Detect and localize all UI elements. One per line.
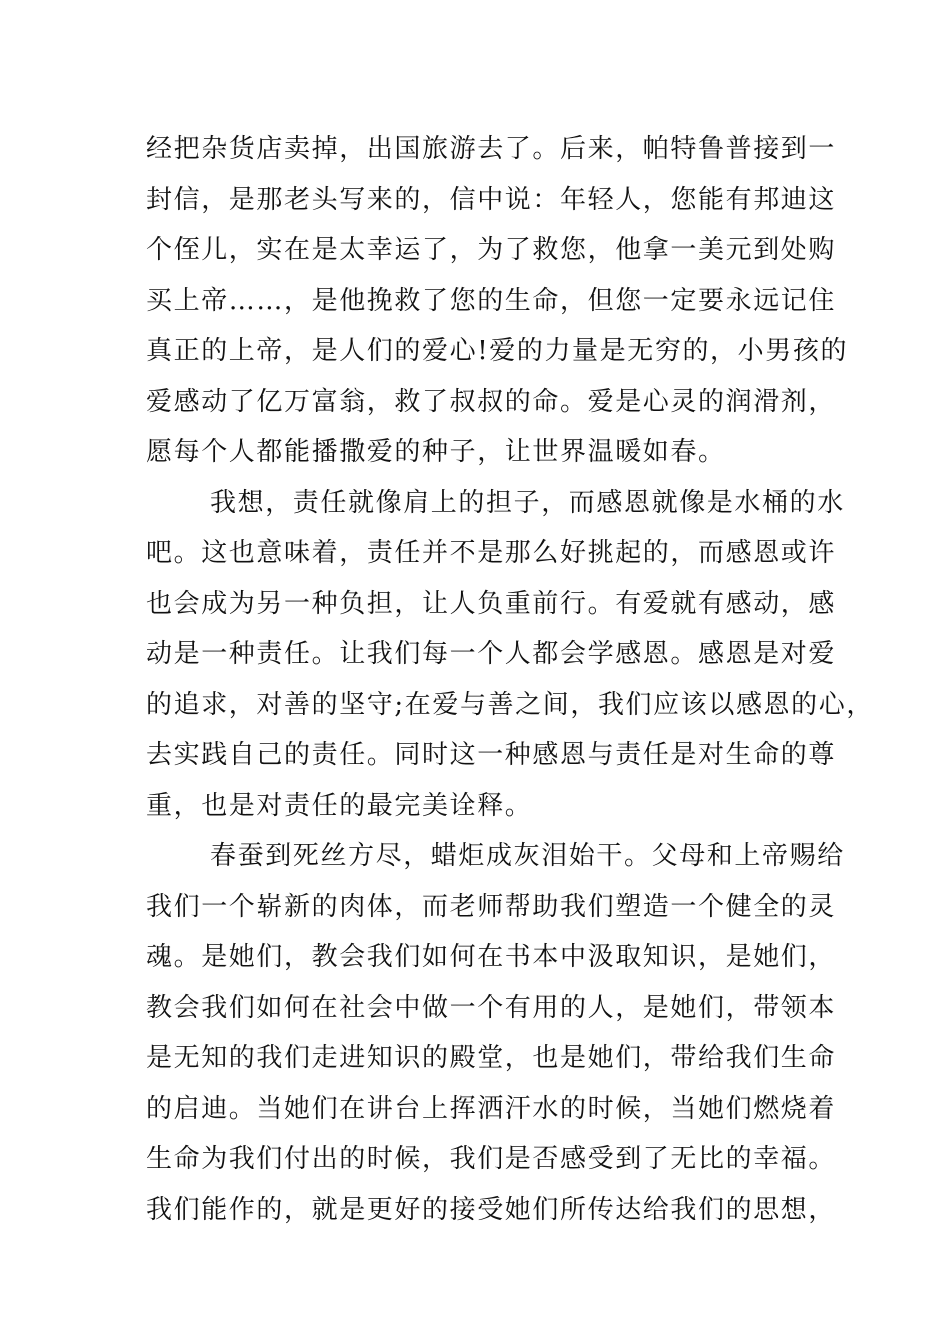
body-text (146, 124, 874, 1235)
text-line: 个侄儿，实在是太幸运了，为了救您，他拿一美元到处购 (146, 235, 837, 265)
text-line: 教会我们如何在社会中做一个有用的人，是她们，带领本 (146, 992, 837, 1023)
text-line: 春蚕到死丝方尽，蜡炬成灰泪始干。父母和上帝赐给 (210, 841, 845, 871)
text-line: 魂。是她们，教会我们如何在书本中汲取知识，是她们， (146, 942, 837, 972)
text-line: 吧。这也意味着，责任并不是那么好挑起的，而感恩或许 (146, 538, 837, 568)
paragraph-1 (146, 124, 849, 478)
text-line: 我们一个崭新的肉体，而老师帮助我们塑造一个健全的灵 (146, 891, 837, 922)
text-line: 封信，是那老头写来的，信中说：年轻人，您能有邦迪这 (146, 184, 837, 215)
text-line: 爱感动了亿万富翁，救了叔叔的命。爱是心灵的润滑剂， (146, 386, 837, 417)
text-line: 是无知的我们走进知识的殿堂，也是她们，带给我们生命 (146, 1043, 837, 1073)
text-line: 重，也是对责任的最完美诠释。 (146, 790, 533, 821)
text-line: 去实践自己的责任。同时这一种感恩与责任是对生命的尊 (146, 740, 837, 770)
text-line: 的启迪。当她们在讲台上挥洒汗水的时候，当她们燃烧着 (146, 1093, 837, 1124)
text-line: 生命为我们付出的时候，我们是否感受到了无比的幸福。 (146, 1144, 837, 1174)
text-line: 真正的上帝，是人们的爱心!爱的力量是无穷的，小男孩的 (146, 336, 849, 366)
paragraph-3 (146, 831, 845, 1235)
text-line: 我们能作的，就是更好的接受她们所传达给我们的思想， (146, 1194, 837, 1225)
text-line: 我想，责任就像肩上的担子，而感恩就像是水桶的水 (210, 487, 845, 518)
text-line: 经把杂货店卖掉，出国旅游去了。后来，帕特鲁普接到一 (146, 134, 837, 164)
text-line: 的追求，对善的坚守;在爱与善之间，我们应该以感恩的心， (146, 689, 874, 720)
text-line: 愿每个人都能播撒爱的种子，让世界温暖如春。 (146, 437, 726, 467)
text-line: 买上帝……，是他挽救了您的生命，但您一定要永远记住 (146, 285, 837, 316)
text-line: 动是一种责任。让我们每一个人都会学感恩。感恩是对爱 (146, 639, 837, 669)
paragraph-2 (146, 478, 874, 832)
text-line: 也会成为另一种负担，让人负重前行。有爱就有感动，感 (146, 588, 837, 619)
